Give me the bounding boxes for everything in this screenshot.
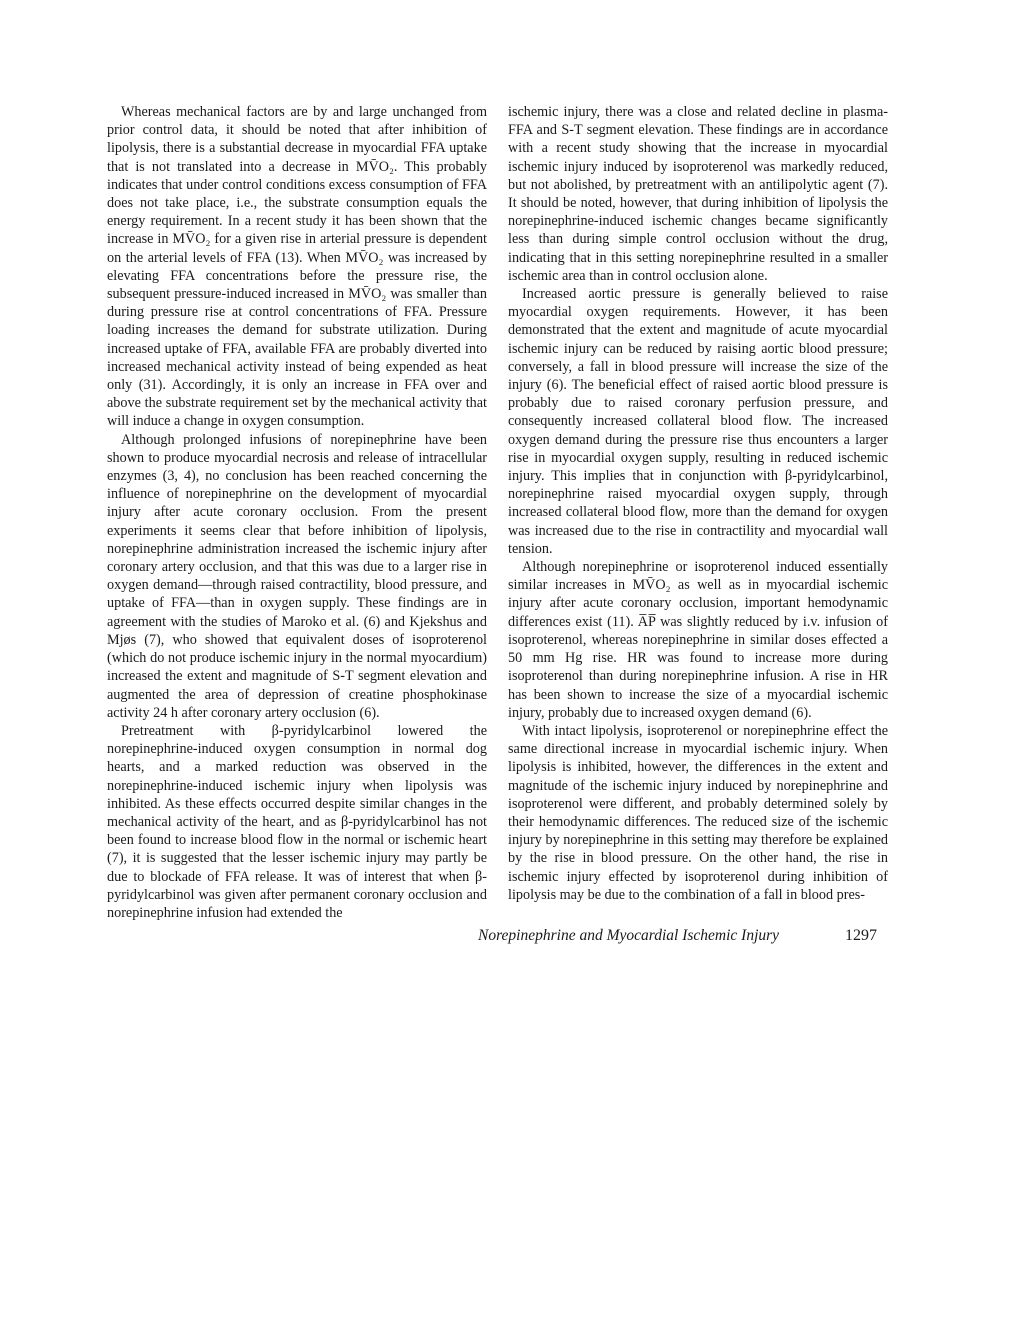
right-column bbox=[508, 103, 888, 904]
body-paragraph: Although prolonged infusions of norepinephrine have been shown to produce myocardial necrosis and release of intracellular enzymes (3, 4), no conclusion has been reached concerning the influence of norepinephrine on the development of myocardial injury after acute coronary occlusion. From the present experiments it seems clear that before inhibition of lipolysis, norepinephrine administration increased the ischemic injury after coronary artery occlusion, and that this was due to a larger rise in oxygen demand—through raised contractility, blood pressure, and uptake of FFA—than in oxygen supply. These findings are in agreement with the studies of Maroko et al. (6) and Kjekshus and Mjøs (7), who showed that equivalent doses of isoproterenol (which do not produce ischemic injury in the normal myocardium) increased the extent and magnitude of S-T segment elevation and augmented the area of depression of creatine phosphokinase activity 24 h after coronary artery occlusion (6). bbox=[107, 431, 487, 721]
body-paragraph: Increased aortic pressure is generally believed to raise myocardial oxygen requirements. However, it has been demonstrated that the extent and magnitude of acute myocardial ischemic injury can be reduced by raising aortic blood pressure; conversely, a fall in blood pressure will increase the size of the injury (6). The beneficial effect of raised aortic blood pressure is probably due to raised coronary perfusion pressure, and consequently increased collateral blood flow. The increased oxygen demand during the pressure rise thus encounters a larger rise in myocardial oxygen supply, resulting in reduced ischemic injury. This implies that in conjunction with β-pyridylcarbinol, norepinephrine raised myocardial oxygen supply, through increased collateral blood flow, more than the demand for oxygen was increased due to the rise in contractility and myocardial wall tension. bbox=[508, 286, 888, 557]
left-column bbox=[107, 103, 487, 922]
running-title: Norepinephrine and Myocardial Ischemic Injury bbox=[478, 927, 780, 944]
body-paragraph: With intact lipolysis, isoproterenol or norepinephrine effect the same directional increase in myocardial ischemic injury. When lipolysis is inhibited, however, the differences in the extent and magnitude of the ischemic injury induced by norepinephrine and isoproterenol were different, and probably determined solely by their hemodynamic differences. The reduced size of the ischemic injury by norepinephrine in this setting may therefore be explained by the rise in blood pressure. On the other hand, the rise in ischemic injury effected by isoproterenol during inhibition of lipolysis may be due to the combination of a fall in blood pres- bbox=[508, 722, 888, 903]
page-number: 1297 bbox=[845, 927, 877, 944]
body-paragraph: ischemic injury, there was a close and related decline in plasma-FFA and S-T segment elevation. These findings are in accordance with a recent study showing that the increase in myocardial ischemic injury induced by isoproterenol was markedly reduced, but not abolished, by pretreatment with an antilipolytic agent (7). It should be noted, however, that during inhibition of lipolysis the norepinephrine-induced ischemic changes became significantly less than during simple control occlusion without the drug, indicating that in this setting norepinephrine resulted in a smaller ischemic area than in control occlusion alone. bbox=[508, 104, 888, 284]
body-paragraph: Although norepinephrine or isoproterenol induced essentially similar increases in MV̄O₂ as well as in myocardial ischemic injury after acute coronary occlusion, important hemodynamic differences exist (11). A̅P̅ was slightly reduced by i.v. infusion of isoproterenol, whereas norepinephrine in similar doses effected a 50 mm Hg rise. HR was found to increase more during isoproterenol than during norepinephrine infusion. A rise in HR has been shown to increase the size of a myocardial ischemic injury, probably due to increased oxygen demand (6). bbox=[508, 559, 888, 721]
body-paragraph: Pretreatment with β-pyridylcarbinol lowered the norepinephrine-induced oxygen consumption in normal dog hearts, and a marked reduction was observed in the norepinephrine-induced ischemic injury when lipolysis was inhibited. As these effects occurred despite similar changes in the mechanical activity of the heart, and as β-pyridylcarbinol has not been found to increase blood flow in the normal or ischemic heart (7), it is suggested that the lesser ischemic injury may partly be due to blockade of FFA release. It was of interest that when β-pyridylcarbinol was given after permanent coronary occlusion and norepinephrine infusion had extended the bbox=[107, 722, 487, 921]
body-paragraph: Whereas mechanical factors are by and large unchanged from prior control data, it should be noted that after inhibition of lipolysis, there is a substantial decrease in myocardial FFA uptake that is not translated into a decrease in MV̄O₂. This probably indicates that under control conditions excess consumption of FFA does not take place, i.e., the substrate consumption equals the energy requirement. In a recent study it has been shown that the increase in MV̄O₂ for a given rise in arterial pressure is dependent on the arterial levels of FFA (13). When MV̄O₂ was increased by elevating FFA concentrations before the pressure rise, the subsequent pressure-induced increased in MV̄O₂ was smaller than during pressure rise at control concentrations of FFA. Pressure loading increases the demand for substrate utilization. During increased uptake of FFA, available FFA are probably diverted into increased mechanical activity instead of being expended as heat only (31). Accordingly, it is only an increase in FFA over and above the substrate requirement set by the mechanical activity that will induce a change in oxygen consumption. bbox=[107, 104, 487, 430]
page-footer bbox=[478, 927, 898, 945]
